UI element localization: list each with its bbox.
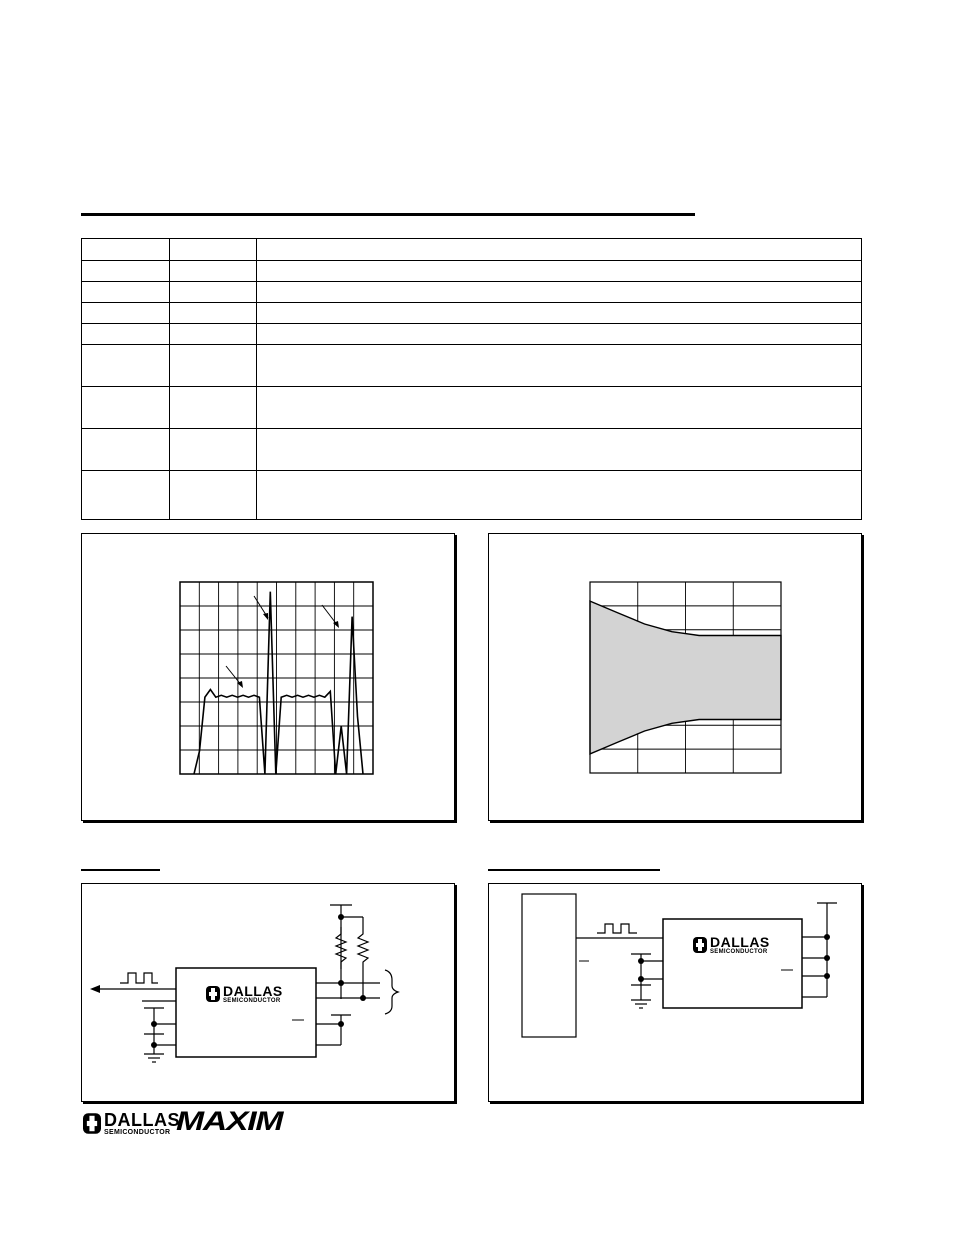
spectrum-figure-box [81,533,455,821]
square-wave-icon [120,973,158,983]
table-row [82,261,862,282]
subheader-rule-left [81,869,160,871]
pin-cell [82,324,170,345]
function-cell [257,471,862,520]
junction-dot [824,955,830,961]
table-row [82,303,862,324]
junction-dot [360,995,366,1001]
section-header-rule [81,213,695,216]
annotation-arrowhead [333,621,339,628]
function-cell [257,239,862,261]
schematic-right-box [488,883,862,1102]
dallas-wordmark: DALLAS [104,1110,180,1130]
pin-cell [82,282,170,303]
schematic-right-drawing [489,884,861,1101]
ic-package [176,968,316,1057]
function-cell [257,345,862,387]
footer-dallas-logo [83,1111,180,1136]
name-cell [170,303,257,324]
dallas-chip-logo [206,984,283,1004]
pin-cell [82,471,170,520]
junction-dot [151,1042,157,1048]
junction-dot [151,1021,157,1027]
schematic-left-box [81,883,455,1102]
name-cell [170,324,257,345]
annotation-arrowhead [263,613,268,620]
output-arrowhead [90,985,100,993]
resistor-icon [358,927,368,969]
table-row [82,387,862,429]
ground-symbol-icon [631,1000,651,1008]
function-cell [257,282,862,303]
ground-symbol-icon [144,1054,164,1062]
pin-description-table [81,238,862,520]
pin-cell [82,261,170,282]
dallas-emblem-icon [693,937,707,953]
name-cell [170,261,257,282]
table-row [82,239,862,261]
junction-dot [824,973,830,979]
table-row [82,429,862,471]
function-cell [257,324,862,345]
name-cell [170,282,257,303]
table-row [82,471,862,520]
function-cell [257,261,862,282]
dallas-wordmark: DALLAS [223,983,283,999]
spectrum-trace [194,592,363,774]
resistor-icon [336,927,346,969]
table-row [82,324,862,345]
name-cell [170,239,257,261]
junction-dot [338,1021,344,1027]
bus-brace [385,970,398,1014]
pin-cell [82,239,170,261]
pin-cell [82,429,170,471]
host-block [522,894,576,1037]
envelope-figure-box [488,533,862,821]
junction-dot [824,934,830,940]
semiconductor-wordmark: SEMICONDUCTOR [104,1129,171,1136]
spectrum-chart [82,534,454,820]
function-cell [257,387,862,429]
name-cell [170,471,257,520]
function-cell [257,429,862,471]
table-row [82,345,862,387]
junction-dot [338,980,344,986]
junction-dot [638,976,644,982]
pin-cell [82,387,170,429]
function-cell [257,303,862,324]
pin-cell [82,345,170,387]
semiconductor-wordmark: SEMICONDUCTOR [710,949,768,955]
maxim-logo: MAXIM [176,1106,283,1136]
square-wave-icon [597,924,637,933]
junction-dot [338,914,344,920]
table-row [82,282,862,303]
dallas-emblem-icon [83,1113,101,1134]
junction-dot [638,958,644,964]
subheader-rule-right [488,869,660,871]
semiconductor-wordmark: SEMICONDUCTOR [223,998,281,1004]
name-cell [170,345,257,387]
name-cell [170,387,257,429]
envelope-chart [489,534,861,820]
pin-cell [82,303,170,324]
dallas-emblem-icon [206,986,220,1002]
dallas-wordmark: DALLAS [710,934,770,950]
dallas-chip-logo [693,935,770,955]
name-cell [170,429,257,471]
ic-package [663,919,802,1008]
